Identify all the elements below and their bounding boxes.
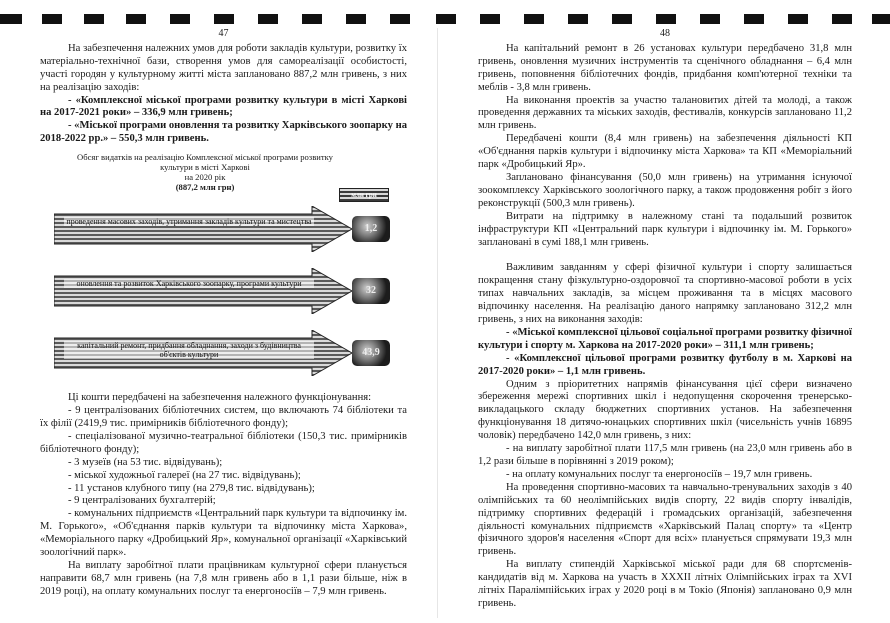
list-item: - 9 централізованих бухгалтерій; xyxy=(68,495,216,507)
paragraph: На проведення спортивно-масових та навчально-тренувальних заходів з 40 олімпійських та 60 неолімпійських видів спорту, 22 видів спорту інвалідів, підтримку спортивних федерацій і громадських організацій, забезпечення діяльності комунальних підприємств «Харківський Палац спорту» та «Центр фізичного здоров'я населення «Спорт для всіх» планується спрямувати 19,3 млн гривень. xyxy=(478,481,852,558)
paragraph: Заплановано фінансування (50,0 млн гривень) на утримання існуючої зоокомплексу Харківського зоологічного парку, а також продовження робіт з його реконструкції (500,3 млн гривень). xyxy=(478,171,852,209)
chart-row xyxy=(54,206,354,252)
page-number: 47 xyxy=(218,28,229,39)
row-label: оновлення та розвиток Харківського зоопарку, програми культури xyxy=(64,279,314,288)
list-item: - 3 музеїв (на 53 тис. відвідувань); xyxy=(68,456,223,468)
value-badge: 32 xyxy=(352,278,390,304)
list-item: - спеціалізованої музично-театральної бібліотеки (150,3 тис. примірників бібліотечного фонду); xyxy=(40,430,407,455)
arrow-shape xyxy=(54,206,354,252)
value-badge: 43,9 xyxy=(352,340,390,366)
list-item: - 11 установ клубного типу (на 279,8 тис. відвідувань); xyxy=(68,482,315,494)
program-item: - «Міської комплексної цільової соціальної програми розвитку фізичної культури і спорту м. Харкова на 2017-2020 роки» – 311,1 млн гривень; xyxy=(478,326,852,351)
paragraph: Передбачені кошти (8,4 млн гривень) на забезпечення діяльності КП «Об'єднання парків культури і відпочинку міста Харкова» та КП «Меморіальний парк «Дробицький Яр». xyxy=(478,133,852,171)
expenditure-chart xyxy=(40,152,407,386)
page-gutter xyxy=(437,28,438,618)
page-number: 48 xyxy=(660,28,670,39)
list-item: - на оплату комунальних послуг та енергоносіїв – 19,7 млн гривень. xyxy=(506,468,813,480)
program-item: - «Комплексної цільової програми розвитку футболу в м. Харкові на 2017-2020 роки» – 1,1 млн гривень. xyxy=(478,352,852,377)
value-badge: 1,2 xyxy=(352,216,390,242)
right-page xyxy=(478,28,852,618)
row-label: проведення масових заходів, утримання закладів культури та мистецтва xyxy=(64,217,314,226)
row-label: капітальний ремонт, придбання обладнання, заходи з будівництва об'єктів культури xyxy=(64,341,314,359)
paragraph: На виплату заробітної плати працівникам культурної сфери планується направити 68,7 млн гривень (на 7,8 млн гривень або в 1,1 рази більше, ніж в 2019 році), на оплату комунальних послуг та енергоносіїв – 7,9 млн гривень. xyxy=(40,559,407,597)
program-item: - «Міської програми оновлення та розвитку Харківського зоопарку на 2018-2022 рр.» – 550,3 млн гривень. xyxy=(40,120,407,145)
scan-edge-marks xyxy=(0,14,890,24)
list-item: - на виплату заробітної плати 117,5 млн гривень (на 23,0 млн гривень або в 1,2 рази більше в порівнянні з 2019 роком); xyxy=(478,443,852,467)
program-item: - «Комплексної міської програми розвитку культури в місті Харкові на 2017-2021 роки» – 336,9 млн гривень; xyxy=(40,94,407,119)
arrow-shape xyxy=(54,268,354,314)
chart-row xyxy=(54,268,354,314)
list-item: - комунальних підприємств «Центральний парк культури та відпочинку ім. М. Горького», «Об'єднання парків культури та відпочинку міста Харкова», «Меморіального парку «Дробицький Яр», комунальної організації «Харківський зоологічний парк». xyxy=(40,508,407,559)
paragraph: Важливим завданням у сфері фізичної культури і спорту залишається покращення стану фізкультурно-оздоровчої та спортивно-масової роботи в усіх типах навчальних закладів, за місцем проживання та в місцях масового відпочинку населення. На реалізацію даного напрямку заплановано 312,2 млн гривень, з них на виконання заходів: xyxy=(478,262,852,326)
paragraph: На капітальний ремонт в 26 установах культури передбачено 31,8 млн гривень, оновлення музичних інструментів та сценічного обладнання – 6,4 млн гривень, поповнення бібліотечних фондів, придбання комп'ютерної техніки та меблів - 3,8 млн гривень. xyxy=(478,42,852,93)
chart-title: Обсяг видатків на реалізацію Комплексної міської програми розвитку культури в місті Харкові на 2020 рік (887,2 млн грн) xyxy=(77,152,333,193)
chart-row xyxy=(54,330,354,376)
list-item: - 9 централізованих бібліотечних систем, що включають 74 бібліотеки та їх філії (2419,9 тис. примірників бібліотечного фонду); xyxy=(40,405,407,429)
paragraph: На виплату стипендій Харківської міської ради для 68 спортсменів-кандидатів від м. Харкова на участь в XXXII літніх Олімпійських іграх та XVI літніх Паралімпійських іграх у 2020 році в м Токіо (Японія) заплановано 0,9 млн гривень. xyxy=(478,559,852,609)
paragraph: Витрати на підтримку в належному стані та подальший розвиток інфраструктури КП «Центральний парк культури і відпочинку ім. М. Горького» заплановані в сумі 188,1 млн гривень. xyxy=(478,210,852,248)
left-page xyxy=(40,28,407,618)
paragraph: На виконання проектів за участю талановитих дітей та молоді, а також проведення державних та міських заходів, фестивалів, конкурсів заплановано 11,2 млн гривень. xyxy=(478,94,852,132)
paragraph: Одним з пріоритетних напрямів фінансування цієї сфери визначено збереження мережі спортивних шкіл і недопущення скорочення тренерсько-викладацького складу бюджетних спортивних установ. На забезпечення функціонування 18 дитячо-юнацьких спортивних шкіл (чисельність учнів 16895 чоловік) передбачено 142,0 млн гривень, з них: xyxy=(478,378,852,442)
paragraph: Ці кошти передбачені на забезпечення належного функціонування: xyxy=(68,392,372,404)
chart-legend: млн грн xyxy=(339,188,389,202)
paragraph: На забезпечення належних умов для роботи закладів культури, розвитку їх матеріально-технічної бази, створення умов для самореалізації особистості, участі городян у культурному житті міста заплановано 887,2 млн гривень, з них на реалізацію заходів: xyxy=(40,42,407,93)
list-item: - міської художньої галереї (на 27 тис. відвідувань); xyxy=(68,469,301,481)
